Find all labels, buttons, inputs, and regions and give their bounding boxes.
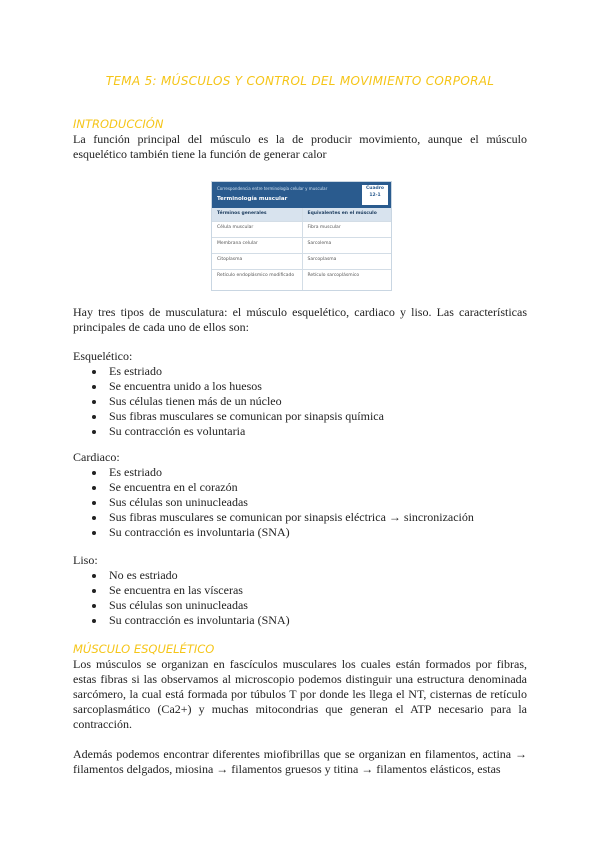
list-item: Es estriado — [90, 364, 384, 379]
figure-header-cell: Equivalentes en el músculo — [302, 208, 392, 221]
figure-header — [212, 182, 391, 208]
figure-table-header — [212, 208, 391, 222]
cardiaco-list — [90, 465, 474, 540]
figure-cell: Membrana celular — [217, 241, 258, 246]
liso-label: Liso: — [73, 553, 98, 567]
list-item: Sus fibras musculares se comunican por sinapsis química — [90, 409, 384, 424]
document-title: TEMA 5: MÚSCULOS Y CONTROL DEL MOVIMIENTO CORPORAL — [105, 74, 495, 88]
musculo-paragraph-1: Los músculos se organizan en fascículos musculares los cuales están formados por fibras, estas fibras si las observamos al microscopio podemos distinguir una estructura denominada sarcómero, la cual está formada por túbulos T por donde les llega el NT, cisternas de retículo sarcoplasmático (Ca2+) y muchas mitocondrias que generan el ATP necesario para la contracción. — [73, 657, 527, 731]
figure-cell: Retículo sarcoplásmico — [302, 270, 392, 290]
figure-cell: Célula muscular — [217, 225, 254, 230]
liso-list — [90, 568, 290, 628]
figure-table-row — [212, 254, 391, 270]
list-item: Su contracción es involuntaria (SNA) — [90, 613, 290, 628]
figure-cell: Sarcolema — [302, 238, 392, 253]
list-item: Se encuentra unido a los huesos — [90, 379, 384, 394]
terminology-figure — [211, 181, 392, 291]
figure-title: Terminología muscular — [217, 196, 288, 202]
list-item: No es estriado — [90, 568, 290, 583]
list-item: Sus células son uninucleadas — [90, 598, 290, 613]
list-item: Se encuentra en las vísceras — [90, 583, 290, 598]
figure-table-row — [212, 222, 391, 238]
list-item: Se encuentra en el corazón — [90, 480, 474, 495]
esqueletico-label: Esquelético: — [73, 349, 133, 363]
figure-cell: Retículo endoplásmico modificado — [217, 273, 295, 278]
musculo-paragraph-2: Además podemos encontrar diferentes miofibrillas que se organizan en filamentos, actina → filamentos delgados, miosina → filamentos gruesos y titina → filamentos elásticos, estas — [73, 747, 527, 776]
musculo-esqueletico-heading: MÚSCULO ESQUELÉTICO — [73, 642, 215, 656]
list-item: Es estriado — [90, 465, 474, 480]
figure-header-cell: Términos generales — [217, 211, 267, 216]
intro-heading: INTRODUCCIÓN — [73, 117, 164, 131]
cardiaco-label: Cardiaco: — [73, 450, 120, 464]
list-item: Sus fibras musculares se comunican por sinapsis eléctrica → sincronización — [90, 510, 474, 525]
figure-cell: Fibra muscular — [302, 222, 392, 237]
figure-box-label: Cuadro 12-1 — [362, 185, 388, 205]
figure-table-row — [212, 270, 391, 291]
list-item: Sus células tienen más de un núcleo — [90, 394, 384, 409]
intro-paragraph: La función principal del músculo es la de producir movimiento, aunque el músculo esquelético también tiene la función de generar calor — [73, 132, 527, 161]
figure-subtitle: Correspondencia entre terminología celular y muscular — [217, 186, 328, 191]
figure-cell: Sarcoplasma — [302, 254, 392, 269]
list-item: Su contracción es involuntaria (SNA) — [90, 525, 474, 540]
esqueletico-list — [90, 364, 384, 439]
figure-cell: Citoplasma — [217, 257, 243, 262]
list-item: Su contracción es voluntaria — [90, 424, 384, 439]
list-item: Sus células son uninucleadas — [90, 495, 474, 510]
types-paragraph: Hay tres tipos de musculatura: el músculo esquelético, cardiaco y liso. Las características principales de cada uno de ellos son: — [73, 305, 527, 334]
figure-table — [212, 208, 391, 291]
figure-table-row — [212, 238, 391, 254]
